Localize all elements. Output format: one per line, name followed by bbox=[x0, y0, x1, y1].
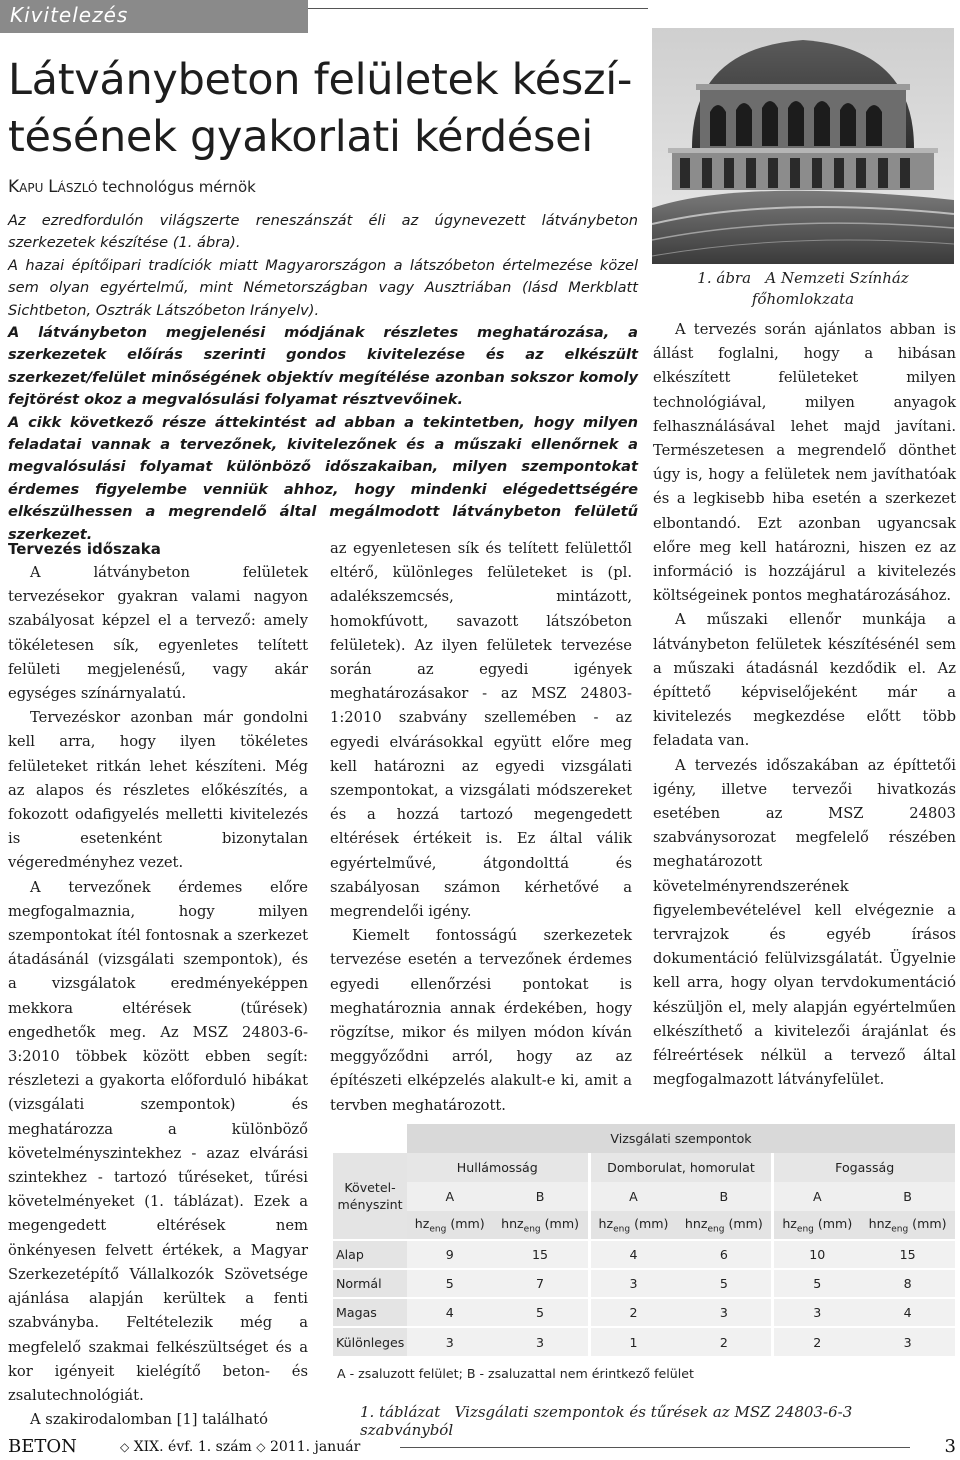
article-title: Látványbeton felületek készí-tésének gyakorlati kérdései bbox=[8, 55, 633, 162]
table-cell: 10 bbox=[773, 1240, 860, 1269]
table-top-header: Vizsgálati szempontok bbox=[610, 1131, 752, 1146]
table-sub-header-row bbox=[333, 1182, 955, 1211]
figure-caption bbox=[652, 268, 954, 310]
table-caption bbox=[360, 1403, 950, 1439]
table-unit-header: hnz$_{eng}$ (mm) bbox=[493, 1211, 590, 1240]
lead-paragraph: Az ezredfordulón világszerte reneszánszát éli az úgynevezett látványbeton szerkezetek készítése (1. ábra). bbox=[8, 212, 638, 252]
table-unit-header: $hz_{eng}$ (mm) bbox=[407, 1211, 493, 1240]
issue-line bbox=[120, 1439, 360, 1455]
table-cell: 7 bbox=[493, 1269, 590, 1298]
body-paragraph: A tervezőnek érdemes előre megfogalmaznia, hogy milyen szempontokat ítél fontosnak a szerkezet átadásánál (vizsgálati szempontok), és a vizsgálatok eredményeképpen mekkora eltérések (tűrések) engedhetők meg. Az MSZ 24803-6-3:2010 többek között ebben segít: részletezi a gyakorta előforduló hibákat (vizsgálati szempontok) és meghatározza a különböző követelményszintekhez - azaz elvárási szintekhez - tartozó tűréseket, tűrési követelményeket (1. táblázat). Ezek a megengedett eltérések nem önkényesen felvett értékek, a Magyar Szerkezetépítő Vállalkozók Szövetsége ajánlása alapján kerültek a fenti szabványba. Feltételezik még a megfelelő szakmai felkészültséget és a kor igényeit kielégítő beton- és zsalutechnológiát. bbox=[8, 878, 308, 1404]
table-cell: 5 bbox=[493, 1298, 590, 1327]
table-sub-header: A bbox=[773, 1182, 860, 1211]
table-note: A - zsaluzott felület; B - zsaluzattal nem érintkező felület bbox=[337, 1366, 694, 1381]
table-cell: 4 bbox=[589, 1240, 676, 1269]
issue-volume: XIX. évf. 1. szám bbox=[133, 1439, 252, 1455]
table-row bbox=[333, 1269, 955, 1298]
table-row-label: Normál bbox=[333, 1269, 407, 1298]
table-cell: 5 bbox=[773, 1269, 860, 1298]
theatre-photo-illustration bbox=[652, 28, 954, 264]
table-row bbox=[333, 1298, 955, 1327]
body-column-2 bbox=[330, 537, 632, 1118]
page-number: 3 bbox=[944, 1436, 956, 1457]
body-column-3 bbox=[653, 318, 956, 1093]
lead-paragraph: A látványbeton megjelenési módjának részletes meghatározása, a szerkezetek előírás szerinti gondos kivitelezése és az elkészült szerkezet/felület minőségének objektív megítélése azonban sokszor komoly fejtörést okoz a megvalósulási folyamat résztvevőinek. bbox=[8, 324, 638, 409]
body-paragraph: A tervezés során ajánlatos abban is állást foglalni, hogy a hibásan elkészített felületeket milyen technológiával, milyen anyagok felhasználásával lehet majd javítani. Természetesen a megrendelő dönthet úgy is, hogy a felületek nem javíthatóak és a legkisebb hiba esetén a szerkezet elbontandó. Ezt azonban ugyancsak előre meg kell határozni, hiszen ez az információ is hozzájárul a kivitelezés költségeinek pontos meghatározásához. bbox=[653, 321, 956, 605]
author-first-name: Kapu bbox=[8, 177, 44, 197]
body-paragraph: A szakirodalomban [1] található bbox=[30, 1411, 268, 1429]
page-footer bbox=[8, 1436, 956, 1458]
table-row-label: Magas bbox=[333, 1298, 407, 1327]
table-cell: 9 bbox=[407, 1240, 493, 1269]
table-cell: 5 bbox=[407, 1269, 493, 1298]
table-row bbox=[333, 1327, 955, 1356]
table-cell: 6 bbox=[676, 1240, 773, 1269]
table-unit-header: $hz_{eng}$ (mm) bbox=[773, 1211, 860, 1240]
table-row-label: Különleges bbox=[333, 1327, 407, 1356]
author-role: technológus mérnök bbox=[102, 178, 256, 196]
tolerance-table-grid bbox=[333, 1124, 955, 1356]
table-caption-number: 1. táblázat bbox=[360, 1403, 441, 1421]
diamond-icon: ◇ bbox=[256, 1440, 266, 1454]
table-cell: 15 bbox=[860, 1240, 955, 1269]
table-cell: 4 bbox=[860, 1298, 955, 1327]
diamond-icon: ◇ bbox=[120, 1440, 130, 1454]
table-cell: 2 bbox=[773, 1327, 860, 1356]
table-row-label: Alap bbox=[333, 1240, 407, 1269]
table-cell: 3 bbox=[676, 1298, 773, 1327]
section-tag bbox=[0, 0, 308, 33]
body-paragraph: Kiemelt fontosságú szerkezetek tervezése esetén a tervezőnek érdemes egyedi ellenőrzési pontokat is meghatároznia annak érdekében, hogy rögzítse, mikor és milyen módon kíván meggyőződni arról, hogy az az építészeti elképzelés alakult-e ki, amit a tervben meghatározott. bbox=[330, 927, 632, 1114]
table-row-header-label: Követel-ményszint bbox=[333, 1153, 407, 1240]
table-cell: 3 bbox=[493, 1327, 590, 1356]
table-cell: 3 bbox=[589, 1269, 676, 1298]
table-corner bbox=[333, 1124, 407, 1153]
table-sub-header: A bbox=[589, 1182, 676, 1211]
lead-paragraph: A cikk következő része áttekintést ad abban a tekintetben, hogy milyen feladatai vannak a tervezőnek, kivitelezőnek és a műszaki ellenőrnek a megvalósulási folyamat különböző időszakaiban, milyen szempontokat érdemes figyelembe venniük ahhoz, hogy mindenki elégedettségére elkészülhessen a megrendelő által megálmodott látványbeton felületű szerkezet. bbox=[8, 413, 638, 543]
article-lead bbox=[8, 210, 638, 546]
table-unit-header: hnz$_{eng}$ (mm) bbox=[676, 1211, 773, 1240]
table-row bbox=[333, 1240, 955, 1269]
author-line bbox=[8, 177, 256, 197]
magazine-brand: BETON bbox=[8, 1436, 77, 1457]
body-paragraph: Tervezéskor azonban már gondolni kell arra, hogy ilyen tökéletes felületeket ritkán lehet készíteni. Még az alapos és részletes előkészítés, a fokozott odafigyelés melletti kivitelezés is esetenként bizonytalan végeredményhez vezet. bbox=[8, 709, 308, 872]
body-column-1 bbox=[8, 537, 308, 1432]
table-cell: 15 bbox=[493, 1240, 590, 1269]
table-cell: 2 bbox=[676, 1327, 773, 1356]
table-cell: 8 bbox=[860, 1269, 955, 1298]
table-caption-text: Vizsgálati szempontok és tűrések az MSZ 24803-6-3 szabványból bbox=[360, 1403, 853, 1439]
author-last-name: László bbox=[48, 177, 98, 197]
table-cell: 3 bbox=[407, 1327, 493, 1356]
table-cell: 1 bbox=[589, 1327, 676, 1356]
table-unit-header: hnz$_{eng}$ (mm) bbox=[860, 1211, 955, 1240]
header-rule bbox=[308, 8, 648, 9]
table-group-header: Fogasság bbox=[773, 1153, 955, 1182]
table-sub-header: A bbox=[407, 1182, 493, 1211]
lead-paragraph: A hazai építőipari tradíciók miatt Magyarországon a látszóbeton értelmezése közel sem olyan egyértelmű, mint Németországban vagy Ausztriában (lásd Merkblatt Sichtbeton, Osztrák Látszóbeton Irányelv). bbox=[8, 256, 638, 319]
body-paragraph: az egyenletesen sík és telített felülettől eltérő, különleges felületeket is (pl. adalékszemcsés, mintázott, homokfúvott, savazott látszóbeton felületek). Az ilyen felületek tervezése során az egyedi igények meghatározásakor - az MSZ 24803-1:2010 szabvány szellemében - az egyedi elvárásokkal együtt előre meg kell határozni az egyedi vizsgálati szempontokat, a vizsgálati módszereket és a hozzá tartozó megengedett eltérések értékeit is. Ez által válik egyértelművé, átgondolttá és szabályosan számon kérhetővé a megrendelői igény. bbox=[330, 540, 632, 921]
body-paragraph: A látványbeton felületek tervezésekor gyakran valami nagyon szabályosat képzel el a tervező: amely tökéletesen sík, egyenletes telített felületi megjelenésű, vagy akár egységes színárnyalatú. bbox=[8, 564, 308, 703]
table-cell: 3 bbox=[773, 1298, 860, 1327]
table-cell: 2 bbox=[589, 1298, 676, 1327]
figure-caption-text: A Nemzeti Színház főhomlokzata bbox=[751, 269, 909, 308]
figure-national-theatre-photo bbox=[652, 28, 954, 264]
table-sub-header: B bbox=[676, 1182, 773, 1211]
table-header-row bbox=[333, 1124, 955, 1153]
table-cell: 4 bbox=[407, 1298, 493, 1327]
table-group-row bbox=[333, 1153, 955, 1182]
body-paragraph: A műszaki ellenőr munkája a látványbeton felületek készítésénél sem a műszaki átadásnál kezdődik el. Az építtető képviselőjeként már a kivitelezés megkezdése előtt több feladata van. bbox=[653, 611, 956, 750]
body-paragraph: A tervezés időszakában az építtetői igény, illetve tervezői hivatkozás esetében az MSZ 24803 szabványsorozat megfelelő részében meghatározott követelményrendszerének figyelembevételével kell elvégeznie a tervrajzok és egyéb írásos dokumentáció felülvizsgálatát. Ügyelnie kell arra, hogy olyan tervdokumentáció készüljön el, mely alapján egyértelműen elkészíthető a kivitelezői árajánlat és félreértések nélkül a tervező által megfogalmazott látványfelület. bbox=[653, 756, 956, 1089]
section-label: Kivitelezés bbox=[10, 3, 129, 27]
table-cell: 3 bbox=[860, 1327, 955, 1356]
table-group-header: Hullámosság bbox=[407, 1153, 589, 1182]
issue-date: 2011. január bbox=[269, 1439, 361, 1455]
table-unit-row bbox=[333, 1211, 955, 1240]
table-sub-header: B bbox=[493, 1182, 590, 1211]
table-group-header: Domborulat, homorulat bbox=[589, 1153, 773, 1182]
table-sub-header: B bbox=[860, 1182, 955, 1211]
table-unit-header: $hz_{eng}$ (mm) bbox=[589, 1211, 676, 1240]
figure-caption-number: 1. ábra bbox=[697, 269, 752, 287]
section-heading: Tervezés időszaka bbox=[8, 540, 161, 558]
tolerance-table bbox=[333, 1124, 955, 1381]
table-cell: 5 bbox=[676, 1269, 773, 1298]
